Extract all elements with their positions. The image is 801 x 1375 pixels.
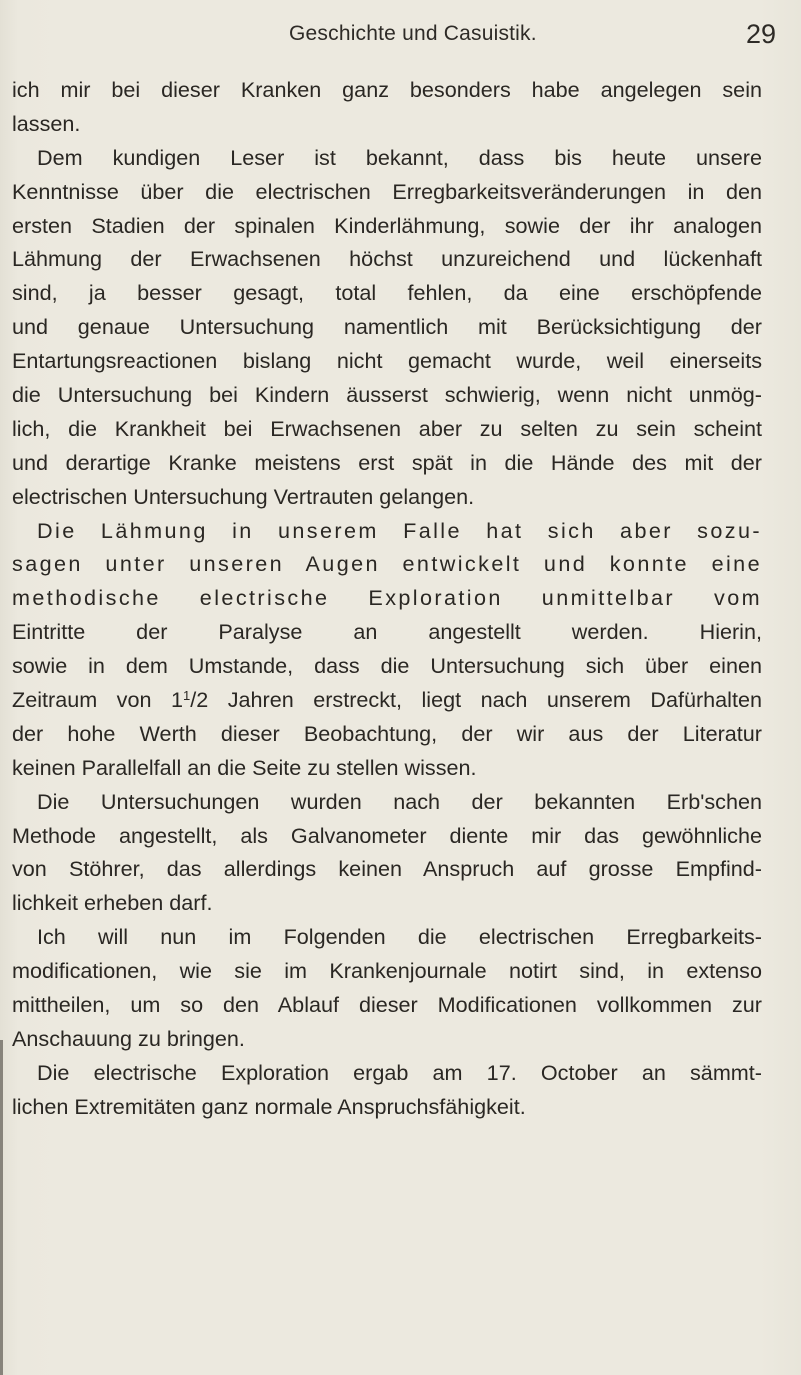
page-header	[0, 19, 801, 52]
running-head: Geschichte und Casuistik.	[289, 22, 537, 45]
text-line: Methode angestellt, als Galvanometer diente mir das gewöhnliche	[12, 822, 762, 848]
paragraph-start-line: Ich will nun im Folgenden die electrischen Erregbarkeits-	[37, 924, 762, 950]
text-line: ich mir bei dieser Kranken ganz besonders habe angelegen sein	[12, 77, 762, 102]
paragraph-start-line: Dem kundigen Leser ist bekannt, dass bis heute unsere	[37, 144, 762, 170]
text-line: Anschauung zu bringen.	[12, 1025, 245, 1051]
text-line: von Stöhrer, das allerdings keinen Anspruch auf grosse Empfind-	[12, 856, 762, 882]
body-text	[12, 73, 762, 1124]
fraction-denominator: 2	[196, 687, 209, 713]
text-line: lich, die Krankheit bei Erwachsenen aber zu selten zu sein scheint	[12, 415, 762, 441]
spaced-emphasis-line: sagen unter unseren Augen entwickelt und konnte eine	[12, 551, 762, 577]
text-line: keinen Parallelfall an die Seite zu stellen wissen.	[12, 754, 477, 780]
spaced-emphasis-line: methodische electrische Exploration unmittelbar vom	[12, 585, 762, 611]
text-line: der hohe Werth dieser Beobachtung, der wir aus der Literatur	[12, 720, 762, 746]
paragraph-start-line: Die electrische Exploration ergab am 17. October an sämmt-	[37, 1059, 762, 1085]
page-number: 29	[746, 19, 777, 49]
text-line: electrischen Untersuchung Vertrauten gelangen.	[12, 483, 475, 509]
text-line: sowie in dem Umstande, dass die Untersuchung sich über einen	[12, 653, 762, 679]
text-line: und derartige Kranke meistens erst spät in die Hände des mit der	[12, 449, 762, 475]
fraction-slash: /	[190, 687, 197, 713]
text-line: die Untersuchung bei Kindern äusserst schwierig, wenn nicht unmög-	[12, 382, 762, 408]
text-line: Kenntnisse über die electrischen Erregbarkeitsveränderungen in den	[12, 178, 762, 204]
text-line: lichkeit erheben darf.	[12, 890, 213, 916]
spaced-emphasis-line: Die Lähmung in unserem Falle hat sich aber sozu-	[37, 517, 762, 543]
paragraph-start-line: Die Untersuchungen wurden nach der bekannten Erb'schen	[37, 788, 762, 814]
text-line: mittheilen, um so den Ablauf dieser Modificationen vollkommen zur	[12, 992, 762, 1018]
text-line: Lähmung der Erwachsenen höchst unzureichend und lückenhaft	[12, 246, 762, 272]
zeitraum-line	[12, 683, 762, 717]
spaced-emphasis-line: sind, ja besser gesagt, total fehlen, da eine erschöpfende	[12, 280, 762, 306]
page-edge-shadow	[0, 1040, 3, 1375]
zeitraum-after: Jahren erstreckt, liegt nach unserem Dafürhalten	[208, 687, 762, 713]
spaced-emphasis-line: Eintritte der Paralyse an angestellt werden. Hierin,	[12, 619, 762, 645]
text-line: und genaue Untersuchung namentlich mit Berücksichtigung der	[12, 314, 762, 340]
text-line: modificationen, wie sie im Krankenjournale notirt sind, in extenso	[12, 958, 762, 984]
fraction-numerator: 1	[182, 688, 191, 704]
text-line: lichen Extremitäten ganz normale Anspruchsfähigkeit.	[12, 1093, 526, 1119]
text-line: ersten Stadien der spinalen Kinderlähmung, sowie der ihr analogen	[12, 212, 762, 238]
text-line: lassen.	[12, 110, 81, 136]
text-line: Entartungsreactionen bislang nicht gemacht wurde, weil einerseits	[12, 348, 762, 374]
zeitraum-before: Zeitraum von 1	[12, 687, 183, 713]
